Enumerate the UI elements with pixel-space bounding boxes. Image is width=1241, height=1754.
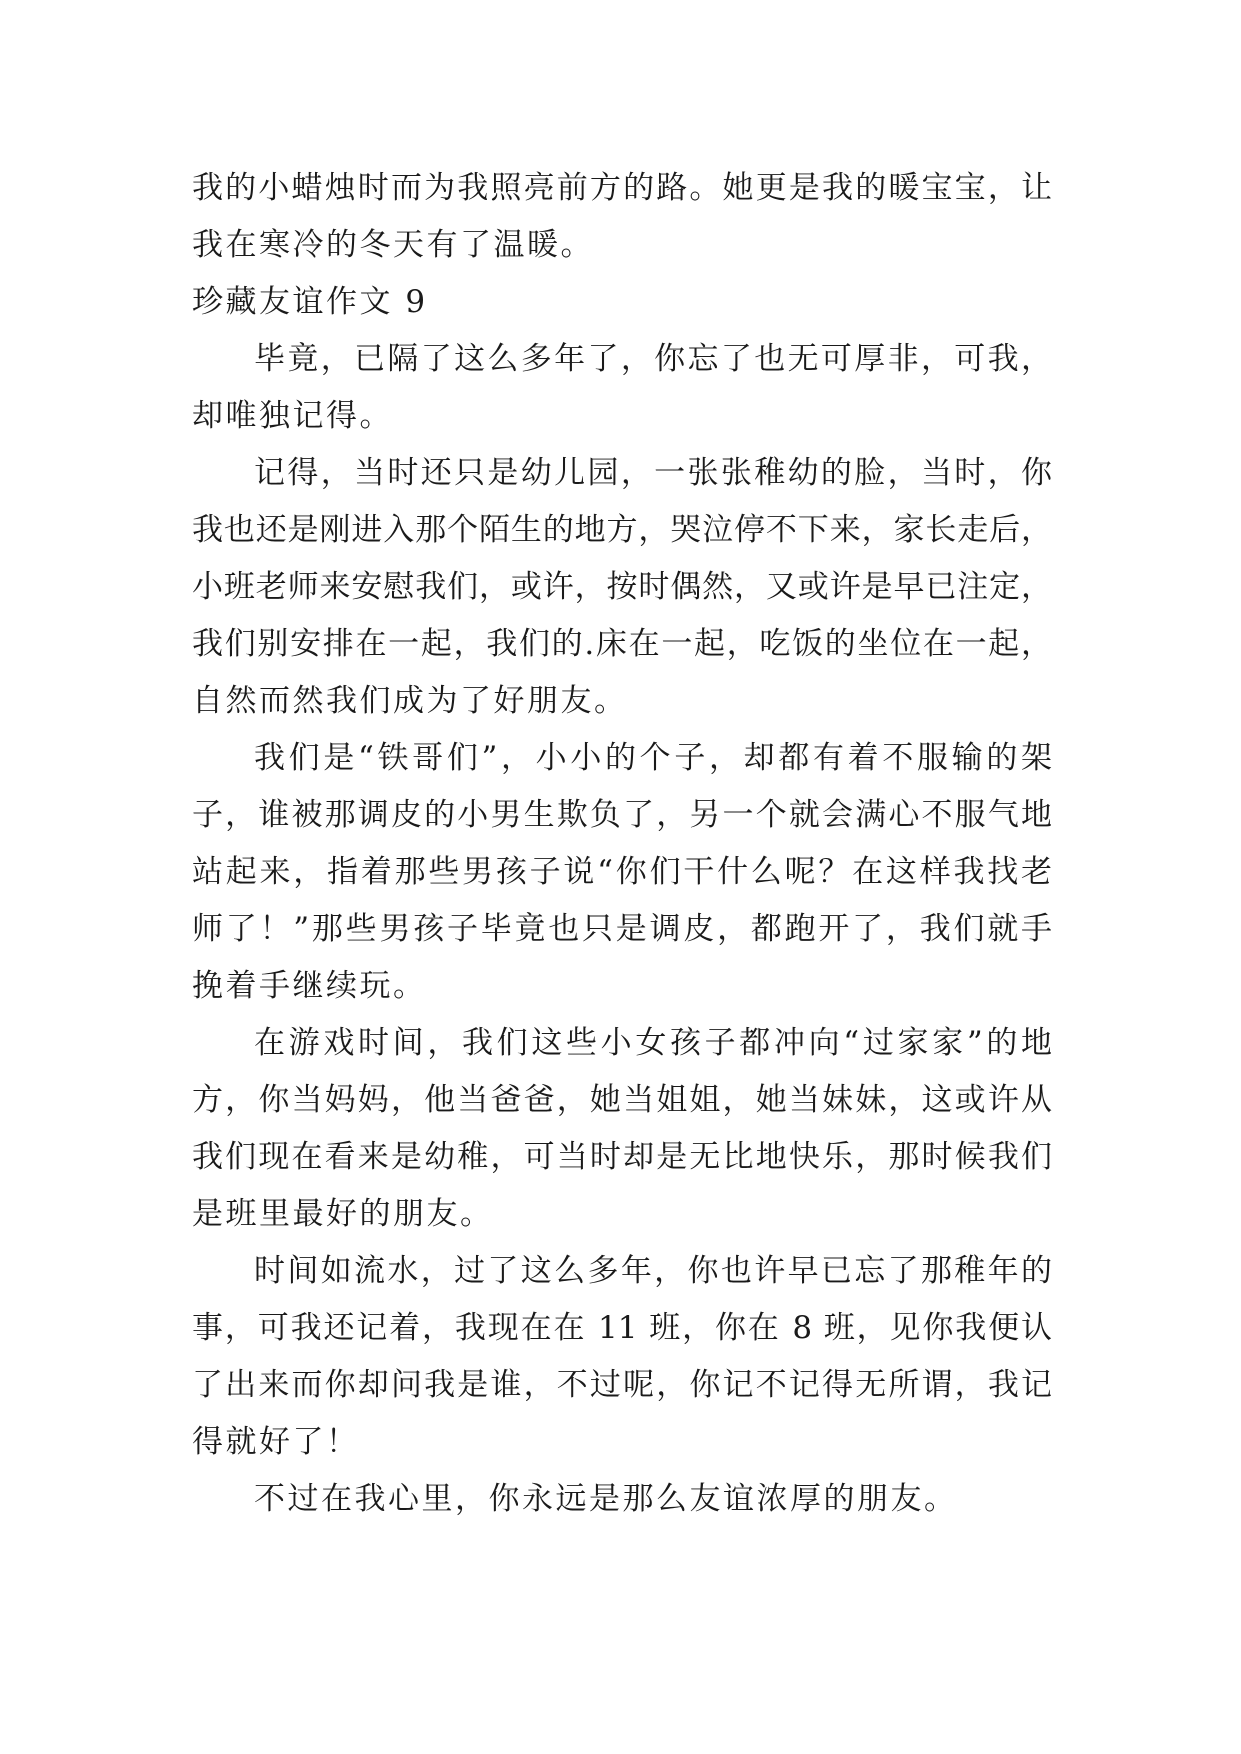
text-line: 方，你当妈妈，他当爸爸，她当姐姐，她当妹妹，这或许从 <box>192 1082 1052 1118</box>
text-line: 记得，当时还只是幼儿园，一张张稚幼的脸，当时，你 <box>254 455 1052 491</box>
text-line: 毕竟，已隔了这么多年了，你忘了也无可厚非，可我， <box>254 341 1052 377</box>
text-line: 师了！”那些男孩子毕竟也只是调皮，都跑开了，我们就手 <box>192 911 1052 947</box>
text-line: 了出来而你却问我是谁，不过呢，你记不记得无所谓，我记 <box>192 1367 1052 1403</box>
text-line: 我们是“铁哥们”，小小的个子，却都有着不服输的架 <box>254 740 1052 776</box>
text-line: 是班里最好的朋友。 <box>192 1196 494 1232</box>
text-line: 我的小蜡烛时而为我照亮前方的路。她更是我的暖宝宝，让 <box>192 170 1052 206</box>
text-line: 我在寒冷的冬天有了温暖。 <box>192 227 594 263</box>
text-line: 自然而然我们成为了好朋友。 <box>192 683 628 719</box>
text-line: 子，谁被那调皮的小男生欺负了，另一个就会满心不服气地 <box>192 797 1052 833</box>
text-line: 我也还是刚进入那个陌生的地方，哭泣停不下来，家长走后， <box>192 512 1052 548</box>
text-line: 我们别安排在一起，我们的.床在一起，吃饭的坐位在一起， <box>192 626 1052 662</box>
text-line: 在游戏时间，我们这些小女孩子都冲向“过家家”的地 <box>254 1025 1052 1061</box>
text-line: 小班老师来安慰我们，或许，按时偶然，又或许是早已注定， <box>192 569 1052 605</box>
text-line: 我们现在看来是幼稚，可当时却是无比地快乐，那时候我们 <box>192 1139 1052 1175</box>
text-line: 却唯独记得。 <box>192 398 393 434</box>
text-line: 时间如流水，过了这么多年，你也许早已忘了那稚年的 <box>254 1253 1052 1289</box>
text-line: 事，可我还记着，我现在在 11 班，你在 8 班，见你我便认 <box>192 1310 1052 1346</box>
document-body <box>192 160 1052 1528</box>
text-line: 挽着手继续玩。 <box>192 968 427 1004</box>
text-line: 站起来，指着那些男孩子说“你们干什么呢？在这样我找老 <box>192 854 1052 890</box>
text-line: 得就好了！ <box>192 1424 360 1460</box>
text-line: 不过在我心里，你永远是那么友谊浓厚的朋友。 <box>254 1481 958 1517</box>
section-heading: 珍藏友谊作文 9 <box>192 284 428 320</box>
